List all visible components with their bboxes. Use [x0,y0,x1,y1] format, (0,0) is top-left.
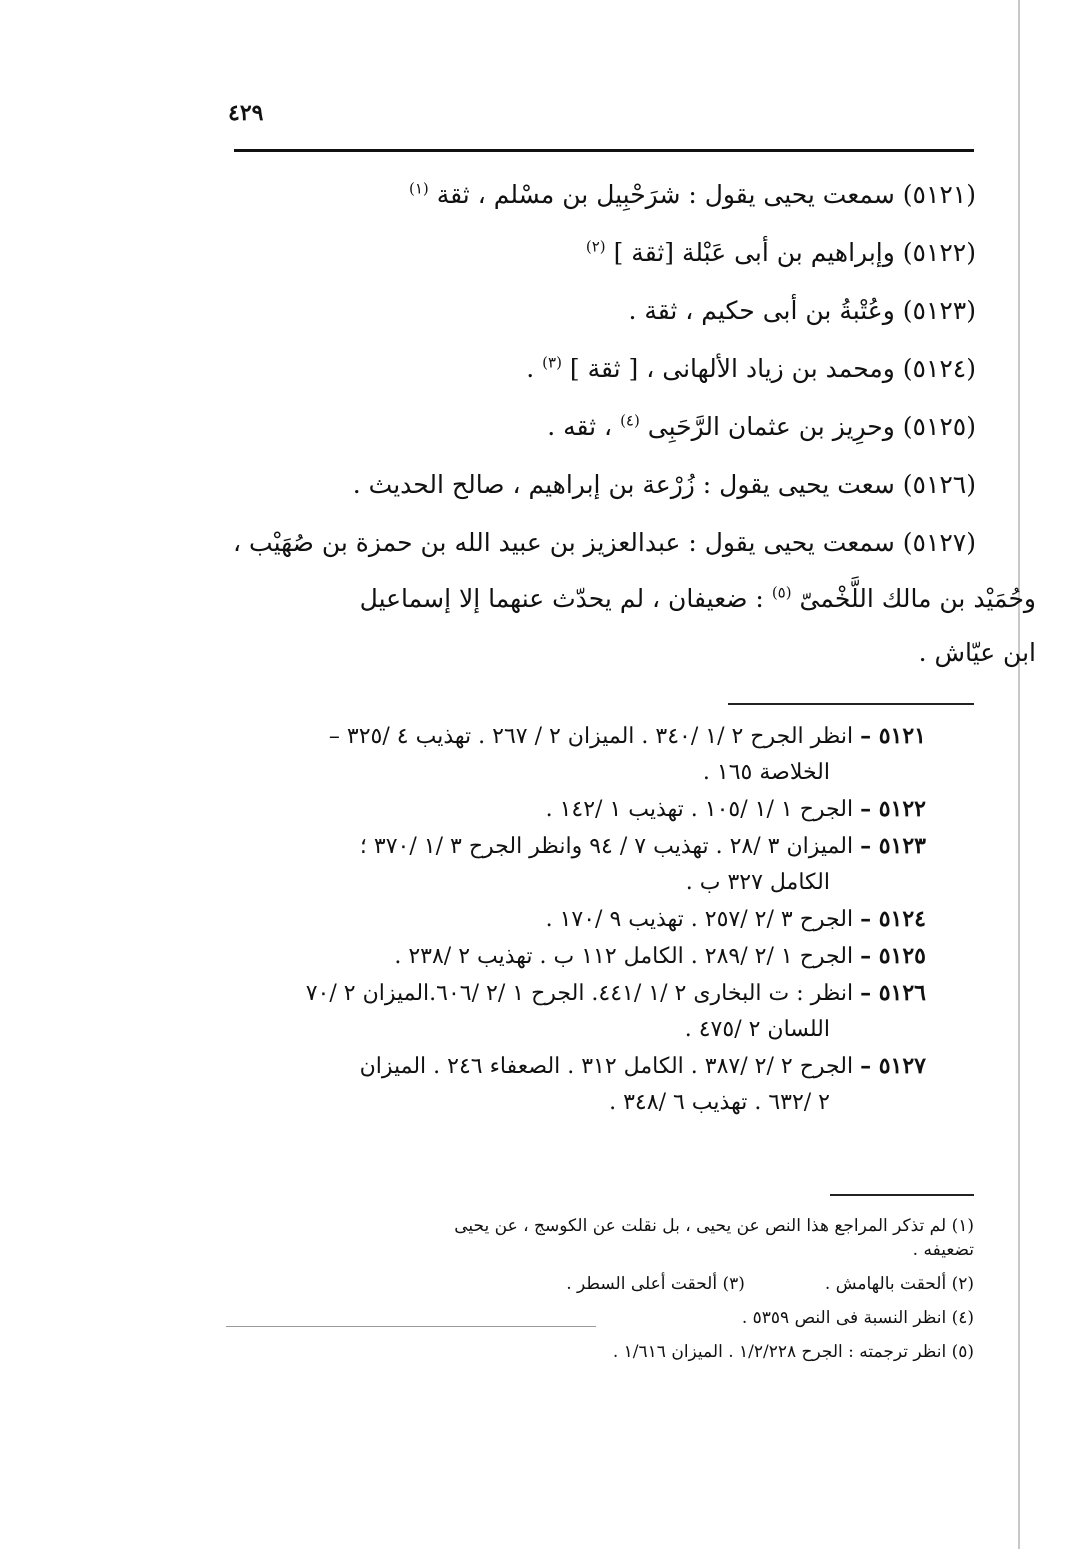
entry-5121 [236,178,976,212]
header-rule [234,149,974,152]
reference-number: ٥١٢٣ – [860,833,926,859]
reference-text: انظر : ت البخارى ٢ /١ /٤٤١. الجرح ١ /٢ /٦٠٦.الميزان ٢ /٧٠ [305,981,854,1006]
entry-text: سمعت يحيى يقول : عبدالعزيز بن عبيد الله بن حمزة بن صُهَيْب ، [233,528,895,557]
entry-tail: ، ثقه . [547,412,613,441]
entry-text: وإبراهيم بن أبى عَبْلة [ثقة ] [613,238,895,267]
reference-text: الجرح ٣ /٢ /٢٥٧ . تهذيب ٩ /١٧٠ . [545,907,854,932]
reference-text: الجرح ١ /٢ /٢٨٩ . الكامل ١١٢ ب . تهذيب ٢ /٢٣٨ . [394,944,854,969]
entry-id: (٥١٢٥) [902,412,976,441]
entry-text: ابن عيّاش . [918,638,1036,667]
entry-text: وحرِيز بن عثمان الرَّحَبِى [647,412,895,441]
footnote-marker: (٢) [585,237,606,256]
footnote-marker: (٤) [620,411,640,430]
reference-text: الجرح ٢ /٢ /٣٨٧ . الكامل ٣١٢ . الصعفاء ٢٤٦ . الميزان [359,1054,854,1079]
reference-continuation: اللسان ٢ /٤٧٥ . [684,1017,830,1042]
entry-line [236,582,1036,616]
reference-number: ٥١٢٢ – [860,796,926,822]
footnote-text: (١) لم تذكر المراجع هذا النص عن يحيى ، بل نقلت عن الكوسج ، عن يحيى [454,1216,974,1236]
reference-text: الجرح ١ /١ /١٠٥ . تهذيب ١ /١٤٢ . [545,797,854,822]
entry-5127 [233,526,1036,670]
entry-5126 [236,468,976,502]
entry-5124 [236,352,976,386]
footnote-5: (٥) انظر ترجمته : الجرح ١/٢/٢٢٨ . الميزان ١/٦١٦ . [612,1342,974,1362]
entry-text: : ضعيفان ، لم يحدّث عنهما إلا إسماعيل [359,584,764,613]
reference-number: ٥١٢٦ – [860,980,926,1006]
entry-text: ومحمد بن زياد الألهانى ، [ ثقة ] [569,354,895,383]
footnote-marker: (٣) [542,353,562,372]
reference-5124 [236,901,926,938]
reference-5125 [236,938,926,975]
entry-line [236,636,1036,670]
reference-continuation: ٢ /٦٣٢ . تهذيب ٦ /٣٤٨ . [609,1090,830,1115]
page-edge-shadow [1018,0,1020,1549]
references-list [236,718,926,1121]
reference-5122 [236,791,926,828]
entry-id: (٥١٢٦) [902,470,976,499]
reference-continuation: الخلاصة ١٦٥ . [702,760,830,785]
entry-text: وحُمَيْد بن مالك اللَّخْمىّ [799,584,1036,613]
entry-id: (٥١٢٧) [902,528,976,557]
reference-number: ٥١٢٧ – [860,1053,926,1079]
footnote-4: (٤) انظر النسبة فى النص ٥٣٥٩ . [741,1308,974,1328]
footnote-marker: (١) [409,179,429,198]
main-text [233,178,1036,670]
entry-line [233,526,976,560]
entry-text: سعت يحيى يقول : زُرْعة بن إبراهيم ، صالح الحديث . [352,470,895,499]
footnote-1 [234,1214,974,1262]
footnote-marker: (٥) [771,583,792,602]
entry-id: (٥١٢٢) [902,238,976,267]
reference-5123 [236,828,926,901]
entry-5125 [236,410,976,444]
footnote-3: (٣) ألحقت أعلى السطر . [566,1274,745,1294]
entry-id: (٥١٢٣) [902,296,976,325]
reference-text: انظر الجرح ٢ /١ /٣٤٠ . الميزان ٢ / ٢٦٧ . تهذيب ٤ /٣٢٥ – [328,724,854,749]
entry-5123 [236,294,976,328]
reference-5127 [236,1048,926,1121]
footnote-2: (٢) ألحقت بالهامش . [824,1274,974,1294]
reference-5126 [236,975,926,1048]
entry-tail: . [526,354,535,383]
references-divider [728,703,974,705]
reference-number: ٥١٢٤ – [860,906,926,932]
reference-5121 [236,718,926,791]
entry-text: وعُتْبةُ بن أبى حكيم ، ثقة . [628,296,895,325]
entry-id: (٥١٢٤) [902,354,976,383]
reference-number: ٥١٢١ – [860,723,926,749]
reference-number: ٥١٢٥ – [860,943,926,969]
footnotes-divider [830,1194,974,1196]
reference-text: الميزان ٣ /٢٨ . تهذيب ٧ / ٩٤ وانظر الجرح ٣ /١ /٣٧٠ ؛ [359,834,854,859]
footnote-text: تضعيفه . [912,1240,974,1260]
page-number: ٤٢٩ [228,100,264,126]
reference-continuation: الكامل ٣٢٧ ب . [685,870,830,895]
footnotes [234,1214,974,1374]
entry-text: سمعت يحيى يقول : شرَحْبِيل بن مسْلم ، ثقة [436,180,895,209]
entry-5122 [236,236,976,270]
entry-id: (٥١٢١) [902,180,976,209]
faint-rule [226,1326,596,1327]
footnote-2-3 [234,1272,974,1296]
